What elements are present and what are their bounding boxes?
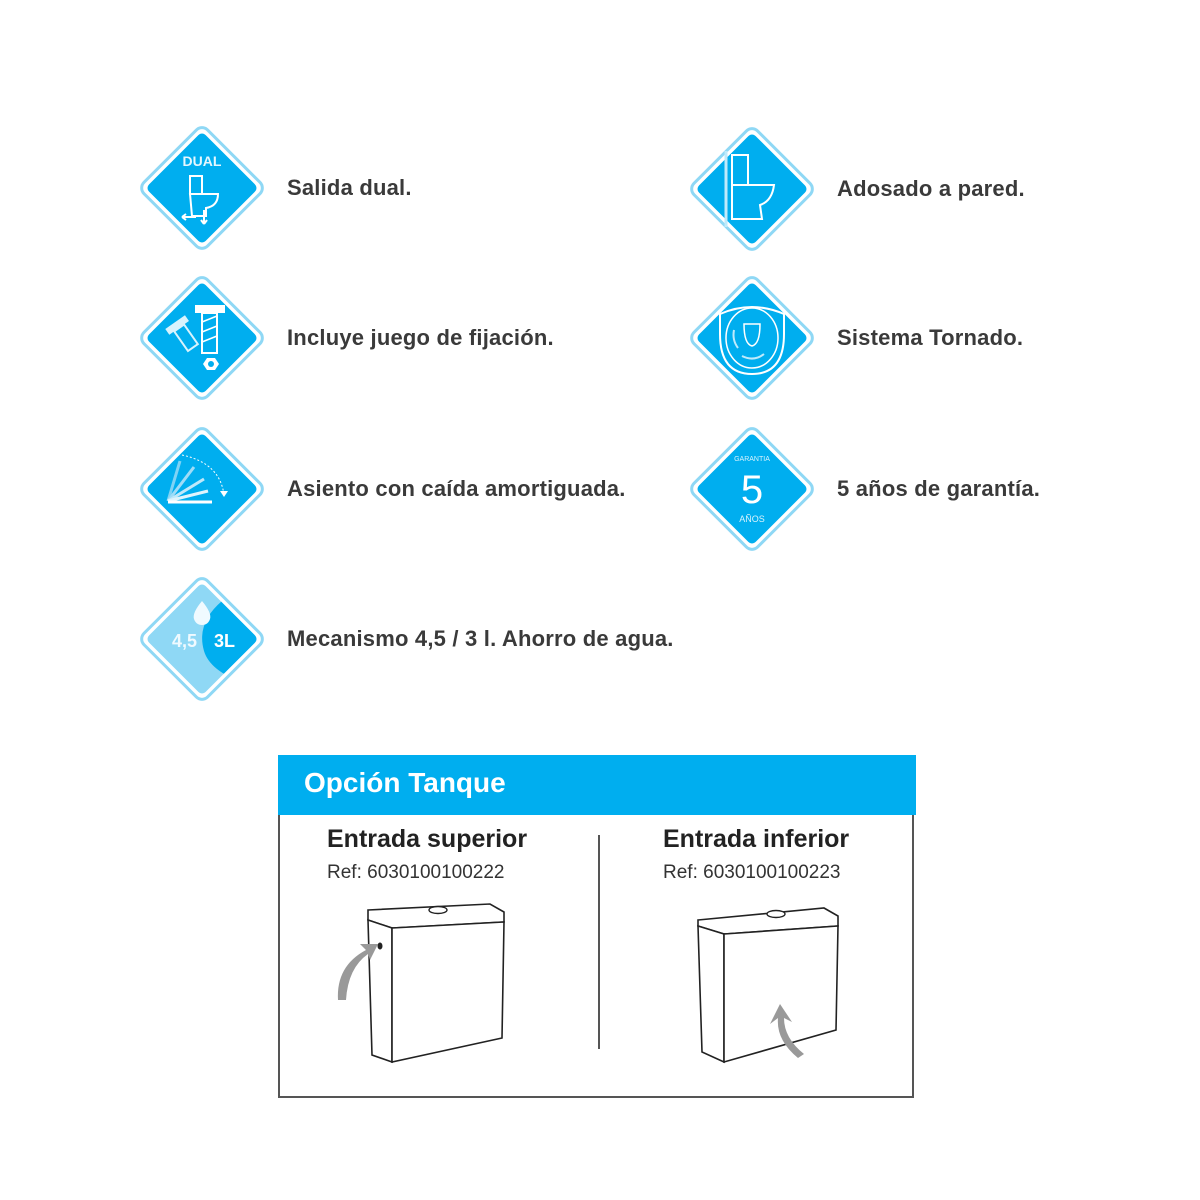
tank-option-header bbox=[278, 755, 916, 815]
feature-label: Salida dual. bbox=[287, 175, 412, 200]
feature-dual-outlet bbox=[134, 120, 412, 256]
feature-water-saving bbox=[134, 571, 674, 707]
dual-flush-toilet-icon bbox=[134, 120, 270, 256]
column-divider bbox=[598, 835, 600, 1049]
feature-tornado-system bbox=[684, 270, 1023, 406]
warranty-icon bbox=[684, 421, 820, 557]
soft-close-seat-icon bbox=[134, 421, 270, 557]
option-title: Entrada inferior bbox=[663, 825, 850, 853]
tank-side-inlet-icon bbox=[330, 900, 510, 1070]
svg-text:5: 5 bbox=[740, 468, 764, 512]
feature-label: Incluye juego de fijación. bbox=[287, 325, 554, 350]
feature-wall-mounted bbox=[684, 121, 1025, 257]
feature-label: Adosado a pared. bbox=[837, 176, 1025, 201]
wall-mounted-toilet-icon bbox=[684, 121, 820, 257]
option-title: Entrada superior bbox=[327, 825, 528, 853]
feature-warranty bbox=[684, 421, 1040, 557]
svg-text:3L: 3L bbox=[214, 631, 236, 651]
tank-option-title: Opción Tanque bbox=[304, 767, 506, 798]
feature-label: Mecanismo 4,5 / 3 l. Ahorro de agua. bbox=[287, 626, 674, 651]
svg-text:DUAL: DUAL bbox=[182, 153, 222, 169]
tank-bottom-inlet-icon bbox=[694, 900, 844, 1070]
tank-option-top-inlet bbox=[327, 825, 527, 884]
water-saving-icon bbox=[134, 571, 270, 707]
feature-label: Asiento con caída amortiguada. bbox=[287, 476, 626, 501]
feature-label: 5 años de garantía. bbox=[837, 476, 1041, 501]
svg-text:AÑOS: AÑOS bbox=[739, 514, 765, 524]
feature-label: Sistema Tornado. bbox=[837, 325, 1024, 350]
feature-fixing-kit bbox=[134, 270, 554, 406]
option-ref: Ref: 6030100100223 bbox=[663, 862, 841, 883]
tank-option-bottom-inlet bbox=[663, 825, 849, 884]
svg-text:GARANTIA: GARANTIA bbox=[734, 456, 770, 463]
option-ref: Ref: 6030100100222 bbox=[327, 862, 505, 883]
tornado-flush-icon bbox=[684, 270, 820, 406]
feature-soft-close-seat bbox=[134, 421, 626, 557]
svg-text:4,5: 4,5 bbox=[172, 631, 198, 651]
fixing-kit-screws-icon bbox=[134, 270, 270, 406]
